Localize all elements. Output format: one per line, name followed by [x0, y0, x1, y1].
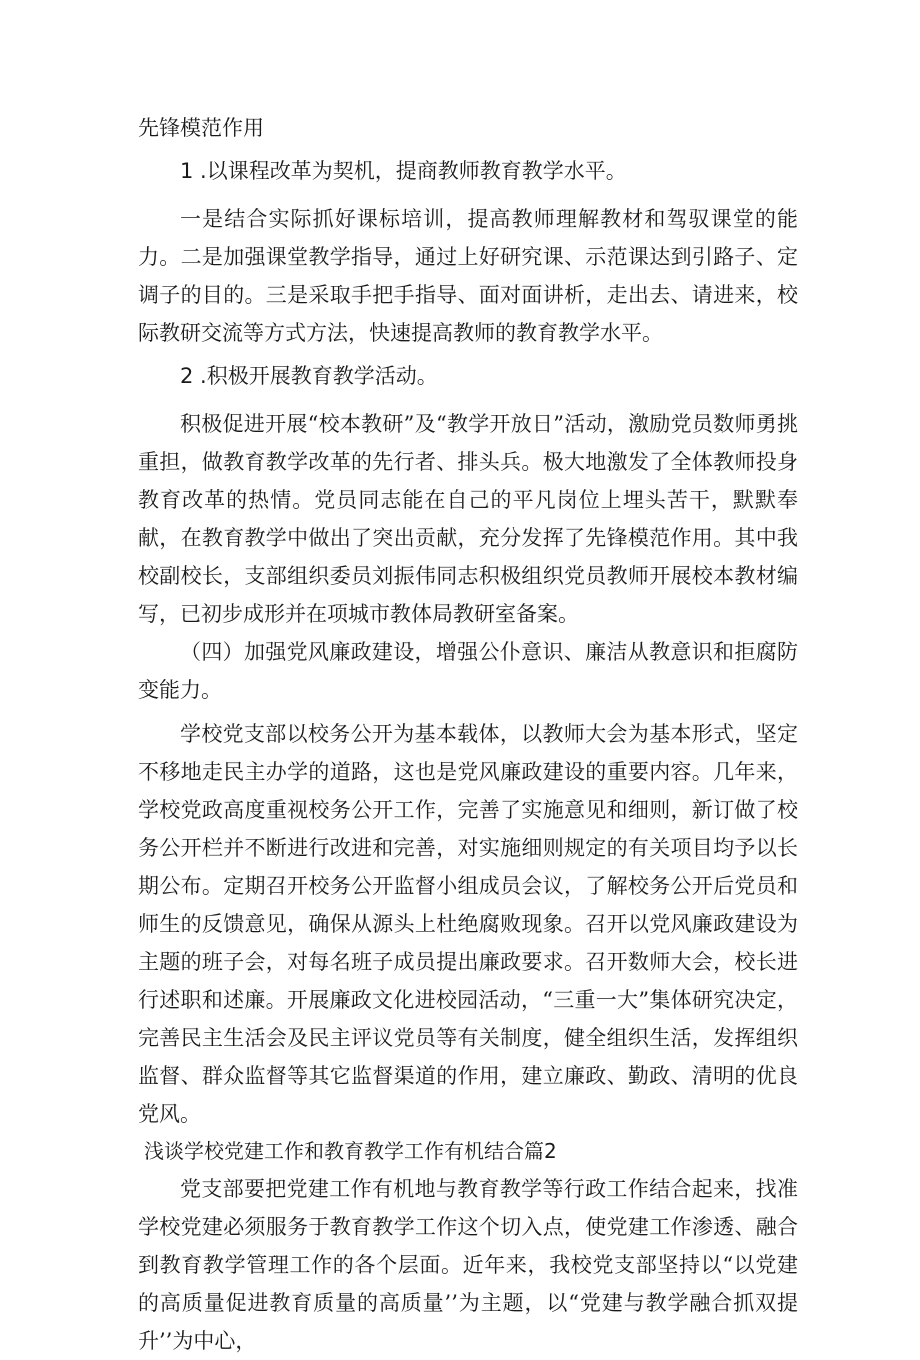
fragment-title: 先锋模范作用	[138, 116, 264, 140]
item1-paragraph: 一是结合实际抓好课标培训，提高教师理解教材和驾驭课堂的能力。二是加强课堂教学指导，通过上好研究课、示范课达到引路子、定调子的目的。三是采取手把手指导、面对面讲析，走出去、请进来，校际教研交流等方式方法，快速提高教师的教育教学水平。	[138, 207, 798, 345]
article2-paragraph: 党支部要把党建工作有机地与教育教学等行政工作结合起来，找准学校党建必须服务于教育教学工作这个切入点，使党建工作渗透、融合到教育教学管理工作的各个层面。近年来，我校党支部坚持以“以党建的高质量促进教育质量的高质量’’为主题，以“党建与教学融合抓双提升’’为中心，	[138, 1177, 798, 1353]
section4-paragraph: 学校党支部以校务公开为基本载体，以教师大会为基本形式，坚定不移地走民主办学的道路，这也是党风廉政建设的重要内容。几年来，学校党政高度重视校务公开工作，完善了实施意见和细则，新订做了校务公开栏并不断进行改进和完善，对实施细则规定的有关项目均予以长期公布。定期召开校务公开监督小组成员会议，了解校务公开后党员和师生的反馈意见，确保从源头上杜绝腐败现象。召开以党风廉政建设为主题的班子会，对每名班子成员提出廉政要求。召开数师大会，校长进行述职和述廉。开展廉政文化进校园活动，“三重一大”集体研究决定，完善民主生活会及民主评议党员等有关制度，健全组织生活，发挥组织监督、群众监督等其它监督渠道的作用，建立廉政、勤政、清明的优良党风。	[138, 722, 798, 1126]
section4-heading: （四）加强党风廉政建设，增强公仆意识、廉洁从教意识和拒腐防变能力。	[138, 640, 798, 702]
article2-title: 浅谈学校党建工作和教育教学工作有机结合篇2	[144, 1139, 557, 1163]
item1-heading: 1 .以课程改革为契机，提商教师教育教学水平。	[180, 159, 627, 183]
document-page	[138, 110, 798, 1360]
item2-heading: 2 .积极开展教育教学活动。	[180, 364, 438, 388]
item2-paragraph: 积极促进开展“校本教研”及“教学开放日”活动，激励党员数师勇挑重担，做教育教学改革的先行者、排头兵。极大地激发了全体教师投身教育改革的热情。党员同志能在自己的平凡岗位上埋头苦干，默默奉献，在教育教学中做出了突出贡献，充分发挥了先锋模范作用。其中我校副校长，支部组织委员刘振伟同志积极组织党员教师开展校本教材编写，已初步成形并在项城市教体局教研室备案。	[138, 412, 798, 626]
